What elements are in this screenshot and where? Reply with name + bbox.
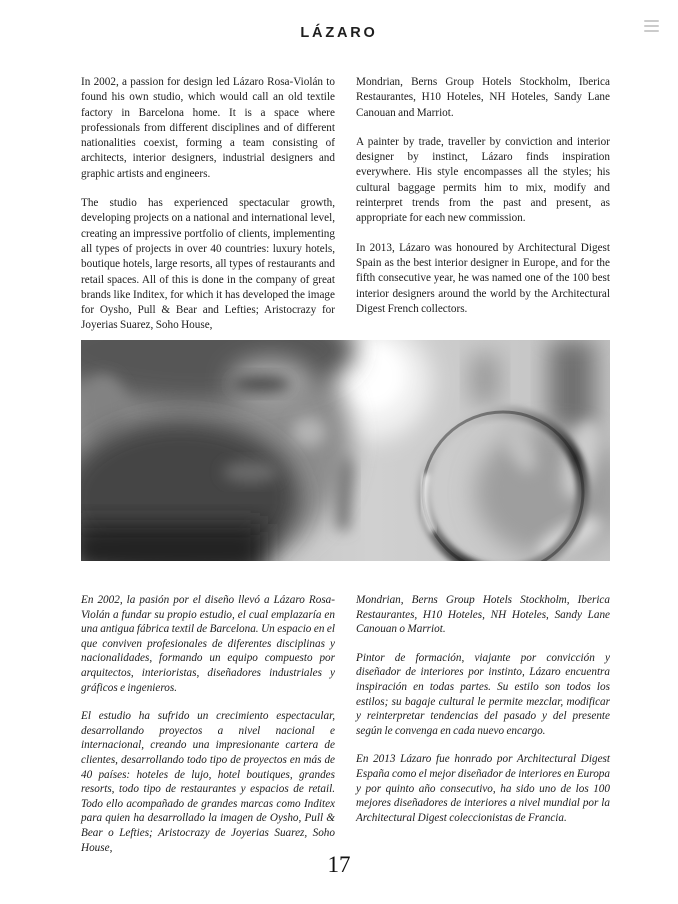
hamburger-bar: [644, 30, 659, 32]
spanish-left-column: [81, 593, 335, 855]
paragraph: Mondrian, Berns Group Hotels Stockholm, Iberica Restaurantes, H10 Hoteles, NH Hoteles, Sandy Lane Canouan o Marriot.: [356, 594, 610, 636]
paragraph: Pintor de formación, viajante por convicción y diseñador de interiores por instinto, Lázaro encuentra inspiración en todas partes. Su estilo son todos los estilos; su bagaje cultural le permite mezclar, modificar y reinterpretar tendencias del pasado y del presente según le convenga en cada nuevo encargo.: [356, 651, 610, 737]
portrait-photo-image: [81, 340, 610, 561]
site-logo[interactable]: LÁZARO: [300, 25, 378, 41]
paragraph: In 2013, Lázaro was honoured by Architectural Digest Spain as the best interior designer in Europe, and for the fifth consecutive year, he was named one of the 100 best interior designers around the world by the Architectural Digest French collectors.: [356, 241, 610, 315]
english-text-section: [81, 75, 610, 334]
paragraph: The studio has experienced spectacular growth, developing projects on a national and international level, creating an impressive portfolio of clients, implementing all types of projects in over 40 countries: luxury hotels, boutique hotels, large resorts, all types of restaurants and retail spaces. All of this is done in the company of great brands like Inditex, for which it has developed the image for Oysho, Pull & Bear and Lefties; Aristocrazy for Joyerias Suarez, Soho House,: [81, 197, 335, 332]
paragraph: In 2002, a passion for design led Lázaro Rosa-Violán to found his own studio, which would call an old textile factory in Barcelona home. It is a space where professionals from different disciplines and of different nationalities coexist, forming a team consisting of architects, interior designers, industrial designers and graphic artists and engineers.: [81, 76, 335, 180]
english-left-column: [81, 75, 335, 334]
hamburger-icon: [644, 20, 659, 32]
hamburger-menu-button[interactable]: [644, 20, 659, 32]
paragraph: En 2002, la pasión por el diseño llevó a Lázaro Rosa-Violán a fundar su propio estudio, el cual emplazaría en una antigua fábrica textil de Barcelona. Un espacio en el que conviven profesionales de diferentes disciplinas y nacionalidades, formando un equipo compuesto por arquitectos, interioristas, diseñadores industriales y gráficos e ingenieros.: [81, 594, 335, 694]
english-right-column: [356, 75, 610, 334]
page-number: 17: [327, 852, 351, 877]
hamburger-bar: [644, 20, 659, 22]
spanish-right-column: [356, 593, 610, 855]
paragraph: Mondrian, Berns Group Hotels Stockholm, Iberica Restaurantes, H10 Hoteles, NH Hoteles, Sandy Lane Canouan and Marriot.: [356, 76, 610, 119]
portrait-photo: [81, 340, 610, 561]
hamburger-bar: [644, 25, 659, 27]
spanish-text-section: [81, 593, 610, 855]
paragraph: A painter by trade, traveller by conviction and interior designer by instinct, Lázaro finds inspiration everywhere. His style encompasses all the styles; his cultural baggage permits him to mix, modify and reinterpret trends from the past and present, as appropriate for each new commission.: [356, 135, 610, 225]
paragraph: En 2013 Lázaro fue honrado por Architectural Digest España como el mejor diseñador de interiores en Europa y por quinto año consecutivo, ha sido uno de los 100 mejores diseñadores de interiores a nivel mundial por la Architectural Digest coleccionistas de Francia.: [356, 753, 610, 824]
paragraph: El estudio ha sufrido un crecimiento espectacular, desarrollando proyectos a nivel nacional e internacional, creando una impresionante cartera de clientes, desarrollando todo tipo de proyectos en más de 40 países: hoteles de lujo, hotel boutiques, grandes resorts, todo tipo de restaurantes y espacios de retail. Todo ello acompañado de grandes marcas como Inditex para quien ha desarrollado la imagen de Oysho, Pull & Bear o Lefties; Aristocrazy de Joyerias Suarez, Soho House,: [81, 710, 335, 854]
